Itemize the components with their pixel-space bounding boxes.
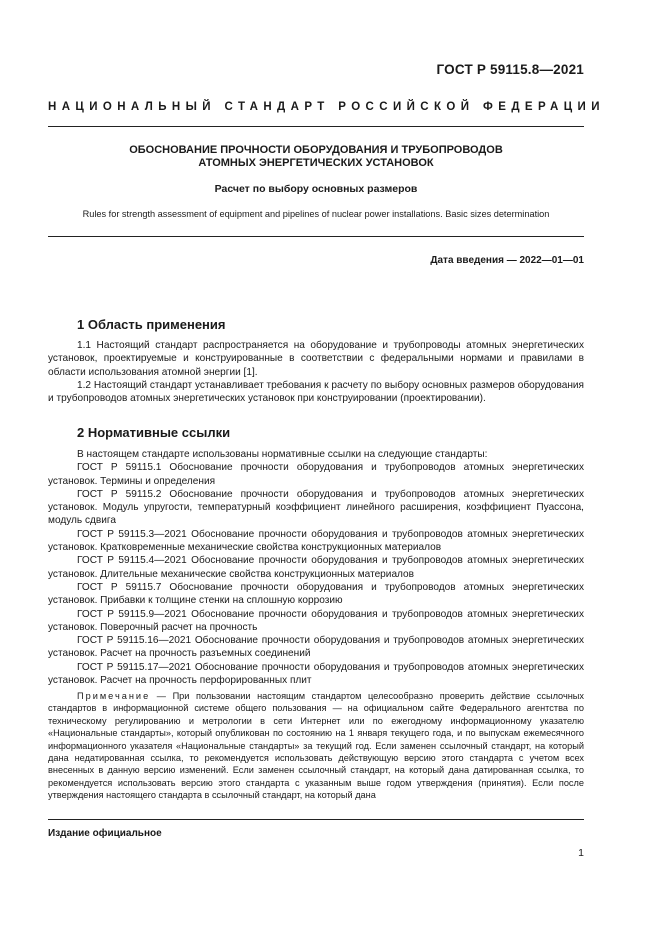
references-intro: В настоящем стандарте использованы нормативные ссылки на следующие стандарты:	[77, 449, 488, 460]
national-standard-banner: НАЦИОНАЛЬНЫЙ СТАНДАРТ РОССИЙСКОЙ ФЕДЕРАЦИИ	[48, 101, 605, 113]
english-title: Rules for strength assessment of equipment and pipelines of nuclear power installations. Basic sizes determination	[82, 209, 550, 219]
page-number: 1	[578, 847, 584, 859]
title-line-1: ОБОСНОВАНИЕ ПРОЧНОСТИ ОБОРУДОВАНИЯ И ТРУБОПРОВОДОВ	[129, 144, 503, 156]
standard-number: ГОСТ Р 59115.8—2021	[436, 62, 584, 77]
reference-item: ГОСТ Р 59115.1 Обоснование прочности оборудования и трубопроводов атомных энергетических установок. Термины и определения	[48, 462, 584, 487]
reference-item: ГОСТ Р 59115.4—2021 Обоснование прочности оборудования и трубопроводов атомных энергетических установок. Длительные механические свойства конструкционных материалов	[48, 555, 584, 580]
document-title	[48, 144, 584, 170]
section-1-body	[48, 339, 584, 405]
note-label: Примечание	[77, 691, 151, 701]
reference-item: ГОСТ Р 59115.3—2021 Обоснование прочности оборудования и трубопроводов атомных энергетических установок. Кратковременные механические свойства конструкционных материалов	[48, 528, 584, 554]
top-divider	[48, 126, 584, 127]
section-2-body	[48, 448, 584, 687]
official-edition-label: Издание официальное	[48, 828, 162, 839]
title-divider	[48, 236, 584, 237]
introduction-date: Дата введения — 2022—01—01	[430, 255, 584, 266]
reference-item: ГОСТ Р 59115.7 Обоснование прочности оборудования и трубопроводов атомных энергетических установок. Прибавки к толщине стенки на сплошную коррозию	[48, 581, 584, 607]
note-text: — При пользовании настоящим стандартом целесообразно проверить действие ссылочных стандартов в информационной системе общего пользования — на официальном сайте Федерального агентства по техническому регулированию и метрологии в сети Интернет или по ежегодному информационному указателю «Национальные стандарты», который опубликован по состоянию на 1 января текущего года, и по выпускам ежемесячного информационного указателя «Национальные стандарты» за текущий год. Если заменен ссылочный стандарт, на который дана недатированная ссылка, то рекомендуется использовать действующую версию этого стандарта с учетом всех внесенных в данную версию изменений. Если заменен ссылочный стандарт, на который дана датированная ссылка, то рекомендуется использовать версию этого стандарта с указанным выше годом утверждения (принятия). Если после утверждения настоящего стандарта в ссылочный стандарт, на который дана	[48, 691, 584, 801]
footer-divider	[48, 819, 584, 820]
section-1-heading: 1 Область применения	[77, 317, 226, 332]
paragraph-1-1: 1.1 Настоящий стандарт распространяется на оборудование и трубопроводы атомных энергетических установок, проектируемые и конструированные в соответствии с федеральными нормами и правилами в области использования атомной энергии [1].	[48, 340, 584, 378]
paragraph-1-2: 1.2 Настоящий стандарт устанавливает требования к расчету по выбору основных размеров оборудования и трубопроводов атомных энергетических установок при конструировании (проектировании).	[48, 379, 584, 405]
reference-item: ГОСТ Р 59115.16—2021 Обоснование прочности оборудования и трубопроводов атомных энергетических установок. Расчет на прочность разъемных соединений	[48, 635, 584, 660]
section-2-heading: 2 Нормативные ссылки	[77, 425, 231, 440]
reference-item: ГОСТ Р 59115.17—2021 Обоснование прочности оборудования и трубопроводов атомных энергетических установок. Расчет на прочность перфорированных плит	[48, 661, 584, 687]
document-subtitle: Расчет по выбору основных размеров	[214, 183, 418, 195]
note-block	[48, 690, 584, 802]
reference-item: ГОСТ Р 59115.2 Обоснование прочности оборудования и трубопроводов атомных энергетических установок. Модуль упругости, температурный коэффициент линейного расширения, коэффициент Пуассона, модуль сдвига	[48, 488, 584, 527]
title-line-2: АТОМНЫХ ЭНЕРГЕТИЧЕСКИХ УСТАНОВОК	[198, 157, 434, 169]
reference-item: ГОСТ Р 59115.9—2021 Обоснование прочности оборудования и трубопроводов атомных энергетических установок. Поверочный расчет на прочность	[48, 608, 584, 633]
